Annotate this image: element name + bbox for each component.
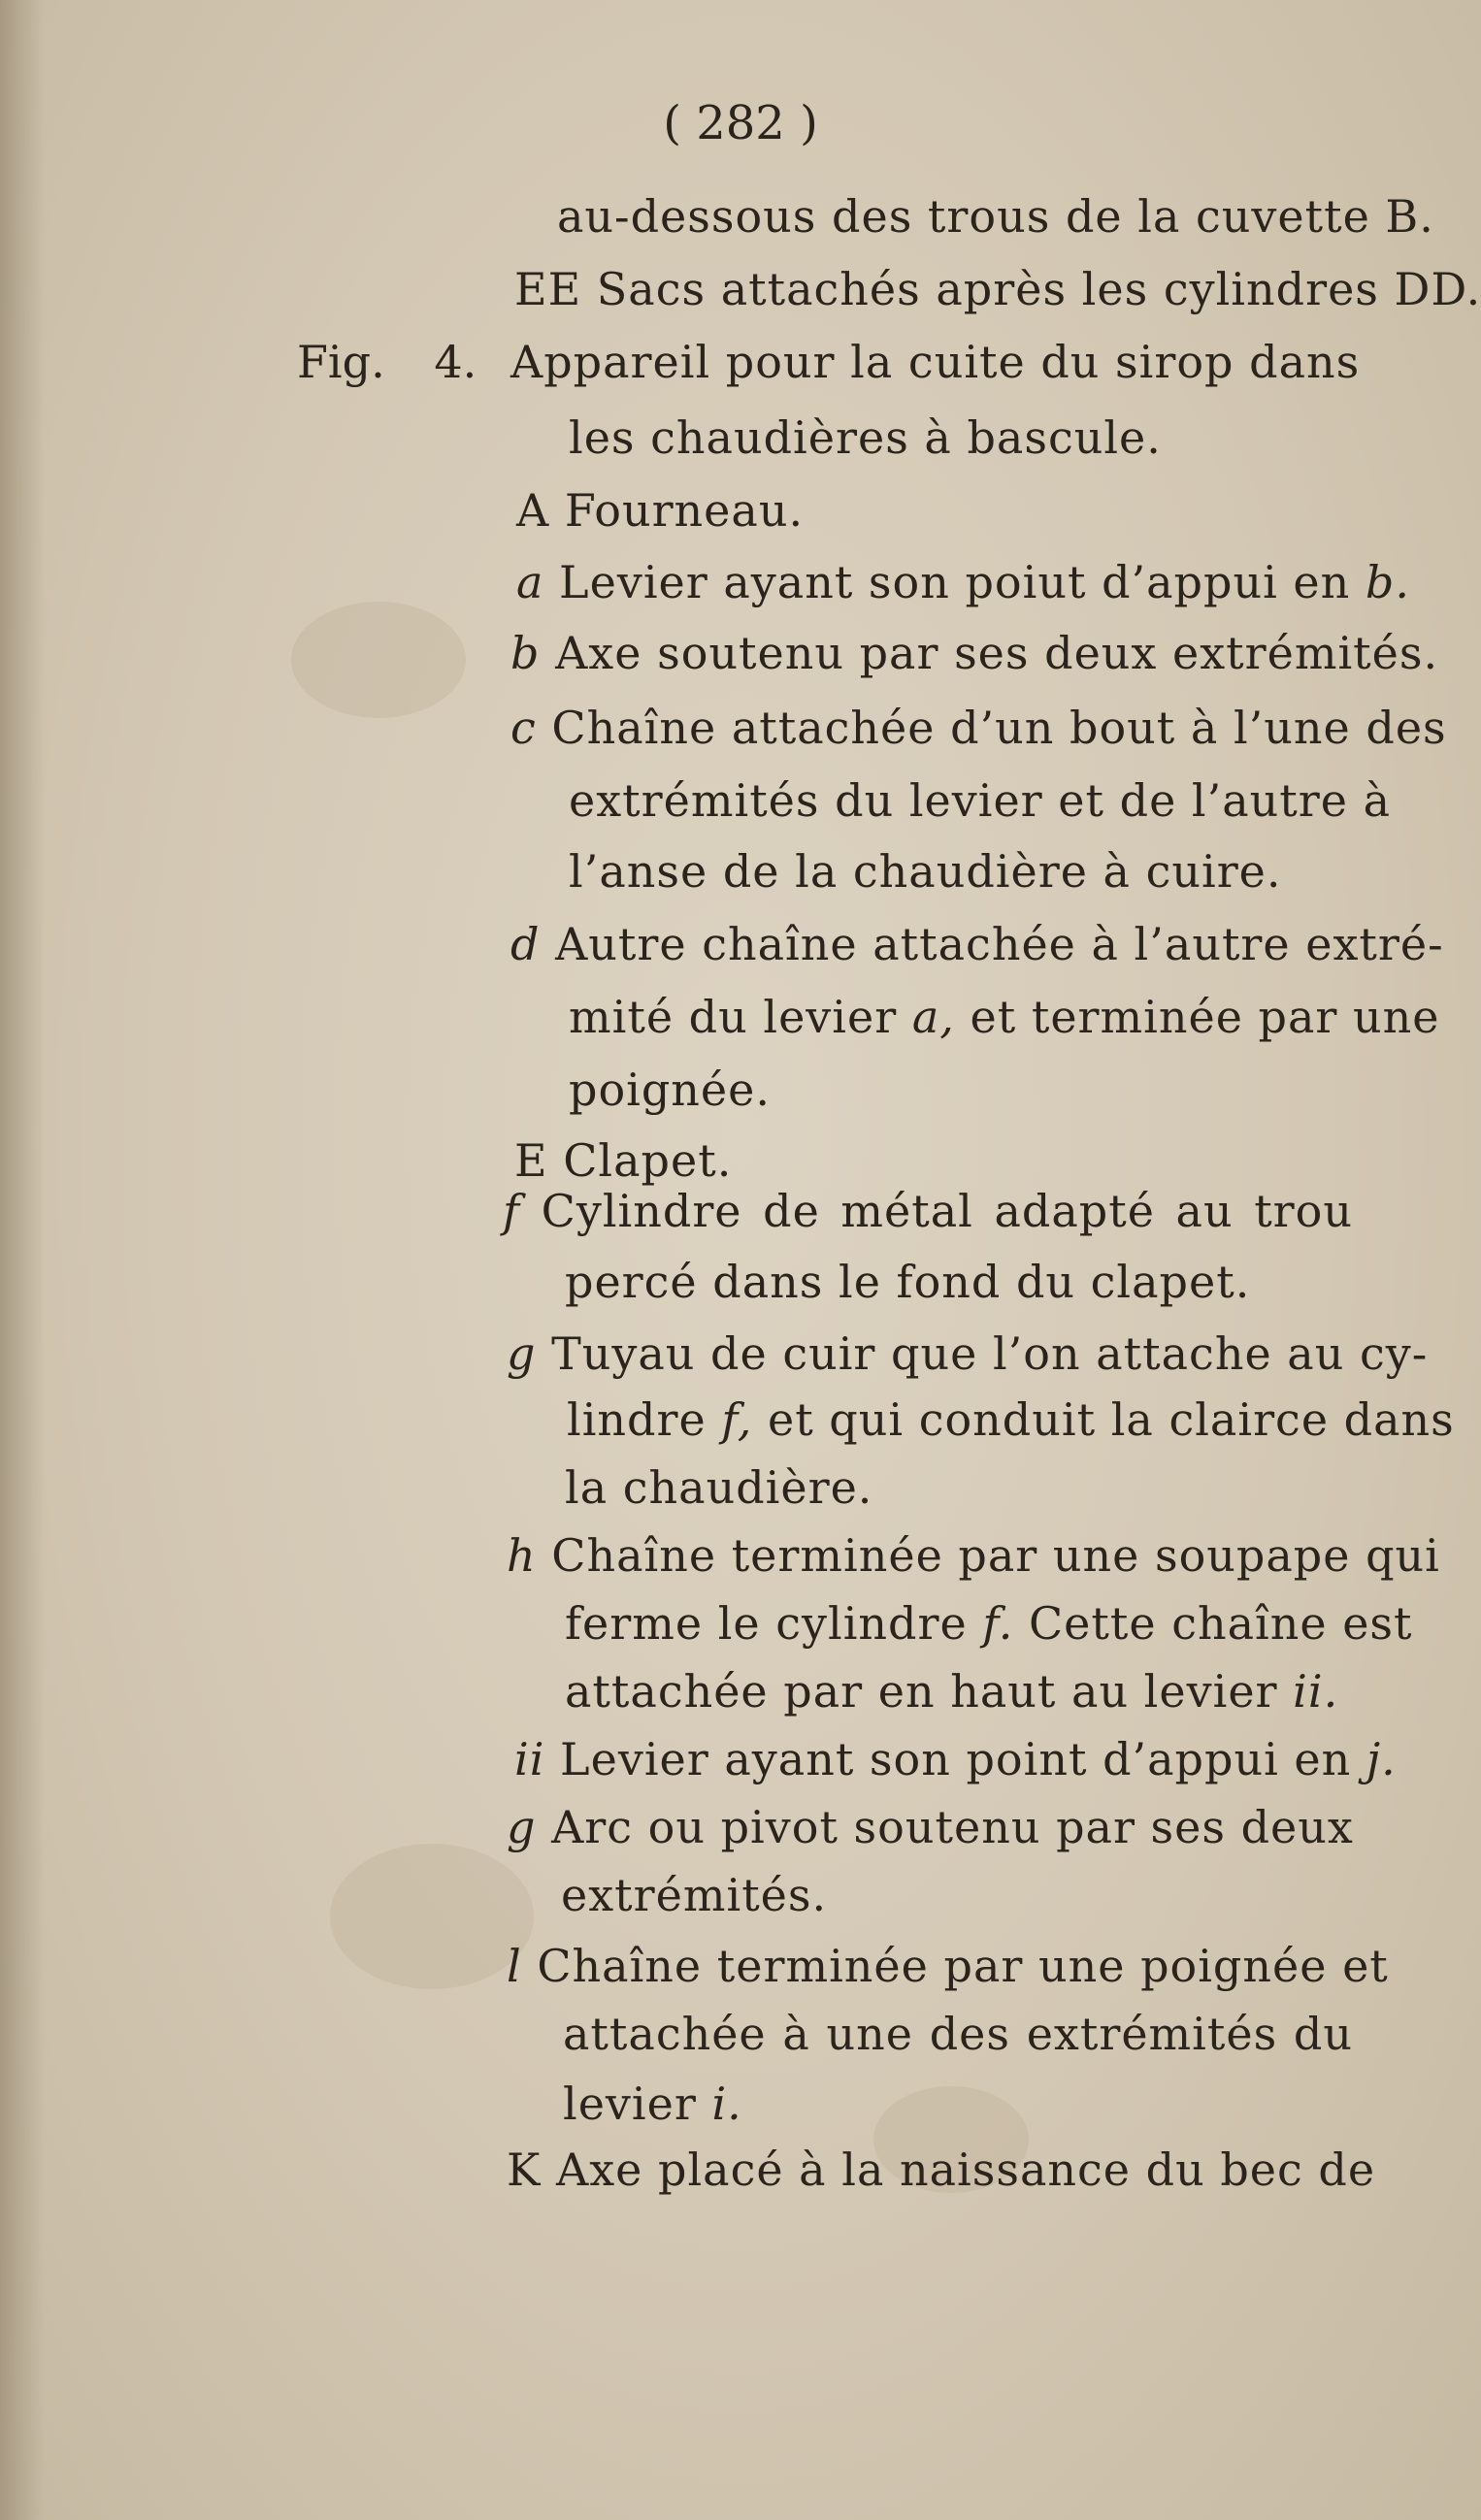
item-ref: f. — [982, 1597, 1014, 1650]
text-line: extrémités. — [561, 1869, 828, 1921]
line-text: Tuyau de cuir que l’on attache au cy- — [536, 1327, 1429, 1380]
line-text: et qui conduit la clairce dans — [752, 1393, 1455, 1446]
text-line — [510, 702, 1447, 754]
text-line: les chaudières à bascule. — [569, 411, 1162, 464]
text-line — [514, 1733, 1397, 1785]
text-line — [507, 1327, 1429, 1380]
item-ref: b. — [1365, 556, 1410, 608]
line-text: Chaîne terminée par une soupape qui — [536, 1529, 1440, 1582]
text-line: au-dessous des trous de la cuvette B. — [557, 190, 1434, 243]
line-text: Autre chaîne attachée à l’autre extré- — [540, 918, 1444, 970]
item-letter: l — [507, 1940, 522, 1992]
line-text: Chaîne terminée par une poignée et — [521, 1940, 1389, 1992]
figure-label-fig: Fig. — [297, 336, 385, 388]
item-ref: f, — [721, 1393, 753, 1446]
text-line — [565, 1665, 1339, 1718]
text-line — [516, 556, 1410, 608]
item-letter: c — [510, 702, 537, 754]
item-letter: a — [516, 556, 544, 608]
line-text: Levier ayant son point d’appui en — [544, 1733, 1366, 1785]
line-text: Cette chaîne est — [1013, 1597, 1413, 1650]
text-line — [503, 1185, 1353, 1237]
text-line: l’anse de la chaudière à cuire. — [569, 845, 1282, 898]
item-letter: g — [507, 1327, 537, 1380]
line-text: Axe soutenu par ses deux extrémités. — [540, 627, 1439, 679]
item-letter: b — [510, 627, 541, 679]
line-text: Arc ou pivot soutenu par ses deux — [536, 1801, 1354, 1853]
item-letter: f — [503, 1185, 521, 1237]
page-number: ( 282 ) — [663, 96, 818, 150]
line-text: Levier ayant son poiut d’appui en — [543, 556, 1366, 608]
item-ref: ii. — [1293, 1665, 1339, 1718]
item-ref: i. — [711, 2078, 742, 2130]
text-line: attachée à une des extrémités du — [563, 2008, 1353, 2060]
item-letter: g — [507, 1801, 537, 1853]
text-line — [507, 1940, 1389, 1992]
page-gutter-shadow — [0, 0, 45, 2520]
text-line: la chaudière. — [565, 1461, 873, 1514]
text-line: K Axe placé à la naissance du bec de — [507, 2144, 1376, 2196]
text-line: A Fourneau. — [516, 484, 805, 537]
paper-stain — [291, 602, 466, 718]
text-line — [510, 627, 1439, 679]
text-line — [510, 918, 1444, 970]
line-text: Chaîne attachée d’un bout à l’une des — [536, 702, 1447, 754]
text-line: extrémités du levier et de l’autre à — [569, 774, 1392, 827]
item-ref: a, — [911, 991, 955, 1043]
text-line — [567, 1393, 1455, 1446]
text-line — [507, 1529, 1440, 1582]
text-line — [565, 1597, 1413, 1650]
line-text: Cylindre de métal adapté au trou — [520, 1185, 1353, 1237]
text-line — [507, 1801, 1354, 1853]
text-line — [563, 2078, 742, 2130]
text-line: EE Sacs attachés après les cylindres DD. — [514, 263, 1481, 315]
item-letter: d — [510, 918, 541, 970]
text-line: Appareil pour la cuite du sirop dans — [510, 336, 1361, 388]
text-line: poignée. — [569, 1064, 771, 1116]
line-text: et terminée par une — [954, 991, 1440, 1043]
figure-label-number: 4. — [434, 336, 477, 388]
line-text: lindre — [567, 1393, 722, 1446]
line-text: attachée par en haut au levier — [565, 1665, 1294, 1718]
line-text: levier — [563, 2078, 712, 2130]
line-text: ferme le cylindre — [565, 1597, 983, 1650]
text-line: E Clapet. — [514, 1134, 733, 1187]
line-text: mité du levier — [569, 991, 912, 1043]
figure-label — [297, 336, 477, 388]
item-letter: h — [507, 1529, 537, 1582]
item-ref: j. — [1366, 1733, 1397, 1785]
paper-stain — [330, 1844, 534, 1989]
text-line: percé dans le fond du clapet. — [565, 1256, 1251, 1308]
text-line — [569, 991, 1440, 1043]
item-letter: ii — [514, 1733, 545, 1785]
